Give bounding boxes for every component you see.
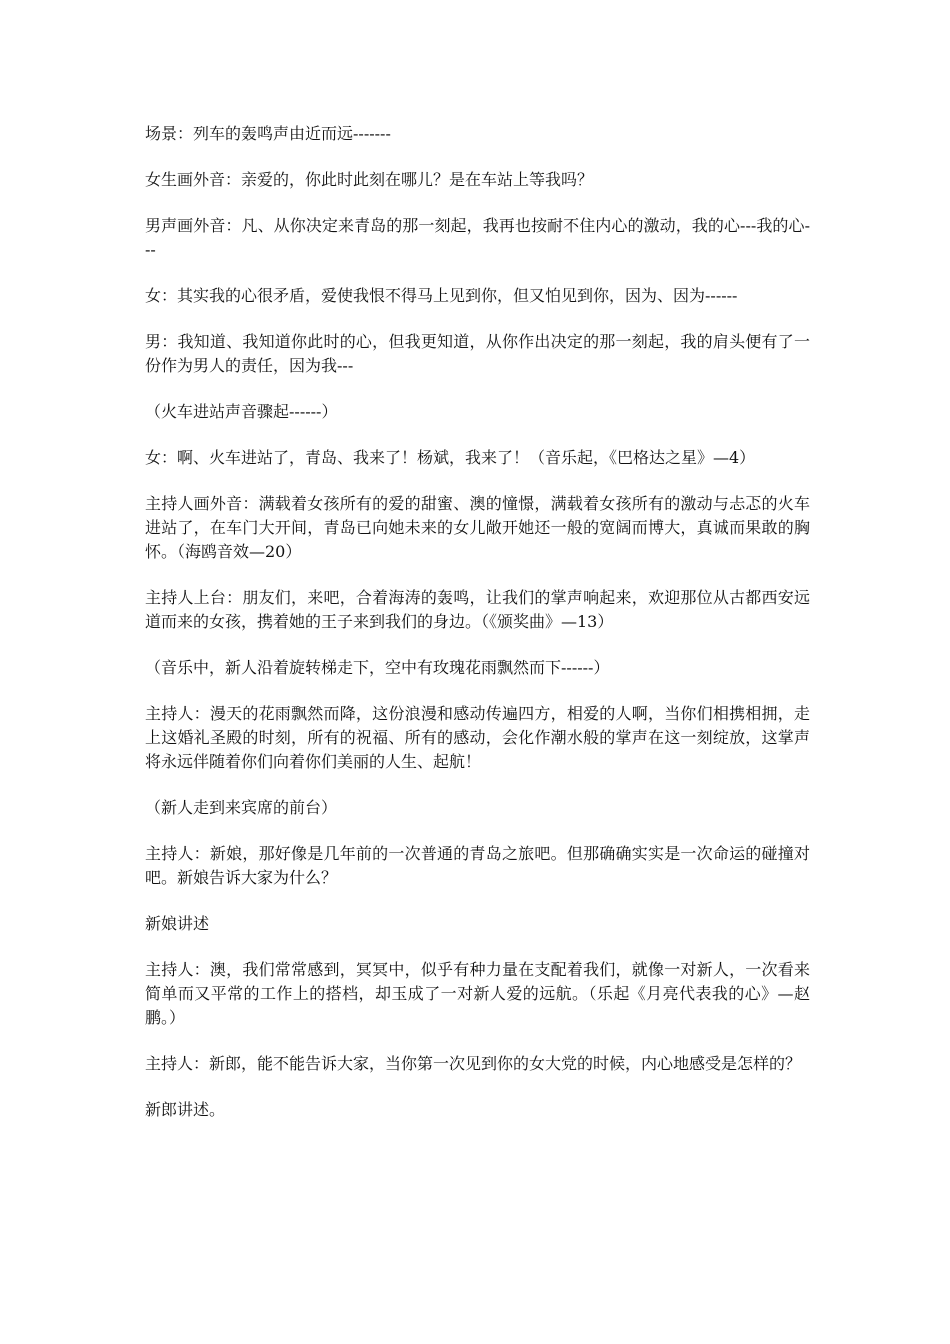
bride-speech-line: 新娘讲述 <box>145 914 210 933</box>
dialogue-line: 女生画外音：亲爱的，你此时此刻在哪儿？是在车站上等我吗？ <box>145 170 594 189</box>
host-line: 主持人：漫天的花雨飘然而降，这份浪漫和感动传遍四方，相爱的人啊，当你们相携相拥，走上这婚礼圣殿的时刻，所有的祝福、所有的感动，会化作潮水般的掌声在这一刻绽放，这掌声将永远伴随着你们向着你们美丽的人生、起航！ <box>145 704 810 771</box>
host-line: 主持人画外音：满载着女孩所有的爱的甜蜜、澳的憧憬，满载着女孩所有的激动与忐忑的火车进站了，在车门大开间，青岛已向她未来的女儿敞开她还一般的宽阔而博大，真诚而果敢的胸怀。（海鸥音效—20） <box>145 494 810 561</box>
groom-speech-line: 新郎讲述。 <box>145 1100 226 1119</box>
host-line: 主持人：新郎，能不能告诉大家，当你第一次见到你的女大党的时候，内心地感受是怎样的？ <box>145 1054 802 1073</box>
dialogue-line: 女：啊、火车进站了，青岛、我来了！杨斌，我来了！（音乐起，《巴格达之星》—4） <box>145 448 756 467</box>
host-line: 主持人：新娘，那好像是几年前的一次普通的青岛之旅吧。但那确确实实是一次命运的碰撞对吧。新娘告诉大家为什么？ <box>145 844 810 887</box>
dialogue-line: 男声画外音：凡、从你决定来青岛的那一刻起，我再也按耐不住内心的激动，我的心---我的心--- <box>145 216 810 259</box>
dialogue-line: 男：我知道、我知道你此时的心，但我更知道，从你作出决定的那一刻起，我的肩头便有了一份作为男人的责任，因为我--- <box>145 332 810 375</box>
host-line: 主持人上台：朋友们，来吧，合着海涛的轰鸣，让我们的掌声响起来，欢迎那位从古都西安远道而来的女孩，携着她的王子来到我们的身边。（《颁奖曲》—13） <box>145 588 810 631</box>
host-line: 主持人：澳，我们常常感到，冥冥中，似乎有种力量在支配着我们，就像一对新人，一次看来简单而又平常的工作上的搭档，却玉成了一对新人爱的远航。（乐起《月亮代表我的心》—赵鹏。） <box>145 960 810 1027</box>
stage-direction: （火车进站声音骤起------） <box>145 402 338 421</box>
document-body <box>145 122 810 1122</box>
stage-direction: （新人走到来宾席的前台） <box>145 798 338 817</box>
dialogue-line: 女：其实我的心很矛盾，爱使我恨不得马上见到你，但又怕见到你，因为、因为------ <box>145 286 738 305</box>
scene-line: 场景：列车的轰鸣声由近而远------- <box>145 124 391 143</box>
stage-direction: （音乐中，新人沿着旋转梯走下，空中有玫瑰花雨飘然而下------） <box>145 658 610 677</box>
